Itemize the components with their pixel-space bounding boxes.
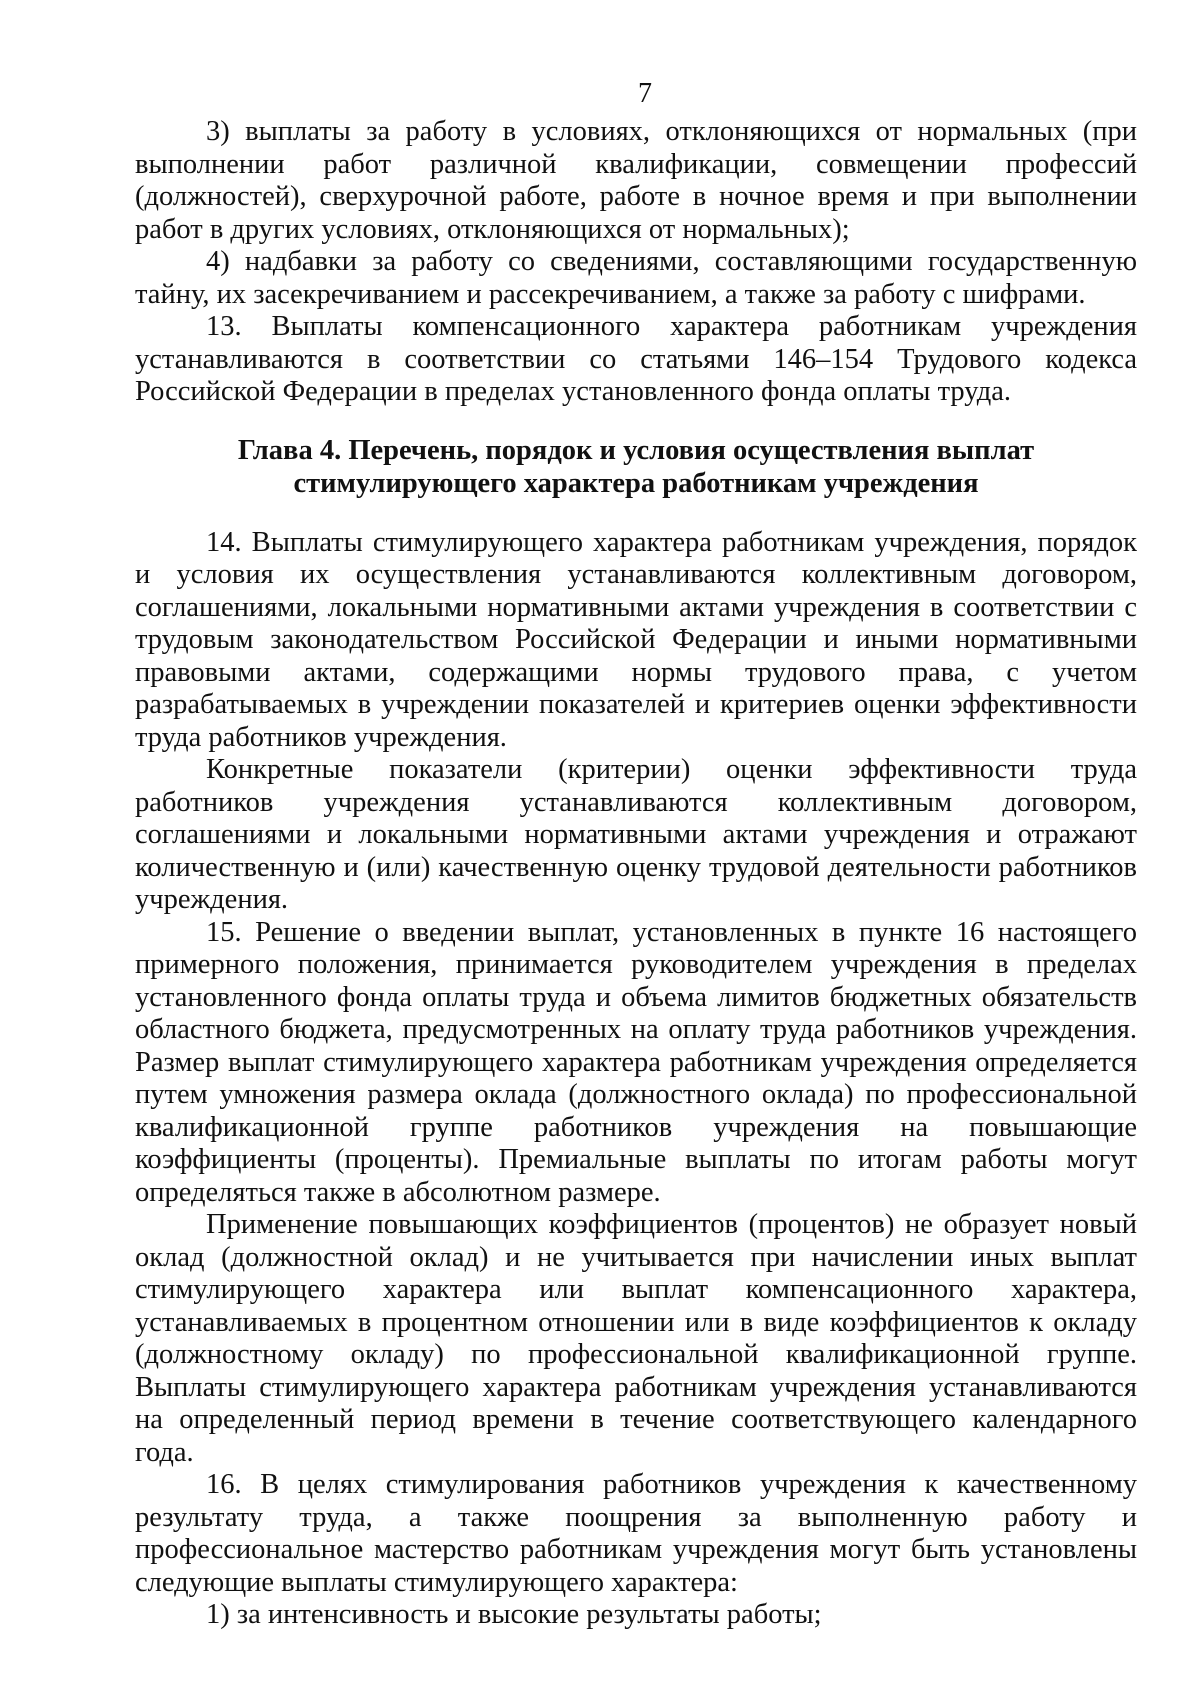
chapter-heading-line1: Глава 4. Перечень, порядок и условия осуществления выплат [237,434,1035,466]
chapter-heading-line2: стимулирующего характера работникам учреждения [293,467,979,499]
paragraph-item-4-state-secret: 4) надбавки за работу со сведениями, составляющими государственную тайну, их засекречиванием и рассекречиванием, а также за работу с шифрами. [135,246,1137,310]
paragraph-14-incentive-payments: 14. Выплаты стимулирующего характера работникам учреждения, порядок и условия их осуществления устанавливаются коллективным договором, соглашениями, локальными нормативными актами учреждения в соответствии с трудовым законодательством Российской Федерации и иными нормативными правовыми актами, содержащими нормы трудового права, с учетом разрабатываемых в учреждении показателей и критериев оценки эффективности труда работников учреждения. [135,526,1137,753]
list-item-1-intensity: 1) за интенсивность и высокие результаты работы; [206,1599,822,1630]
paragraph-coefficients: Применение повышающих коэффициентов (процентов) не образует новый оклад (должностной оклад) и не учитывается при начислении иных выплат стимулирующего характера или выплат компенсационного характера, устанавливаемых в процентном отношении или в виде коэффициентов к окладу (должностному окладу) по профессиональной квалификационной группе. Выплаты стимулирующего характера работникам учреждения устанавливаются на определенный период времени в течение соответствующего календарного года. [135,1209,1137,1468]
paragraph-16-incentive-list: 16. В целях стимулирования работников учреждения к качественному результату труда, а также поощрения за выполненную работу и профессиональное мастерство работникам учреждения могут быть установлены следующие выплаты стимулирующего характера: [135,1469,1137,1598]
paragraph-13-compensation: 13. Выплаты компенсационного характера работникам учреждения устанавливаются в соответствии со статьями 146–154 Трудового кодекса Российской Федерации в пределах установленного фонда оплаты труда. [135,311,1137,407]
document-page [135,78,1137,1632]
chapter-heading [135,434,1137,500]
paragraph-15-decision: 15. Решение о введении выплат, установленных в пункте 16 настоящего примерного положения, принимается руководителем учреждения в пределах установленного фонда оплаты труда и объема лимитов бюджетных обязательств областного бюджета, предусмотренных на оплату труда работников учреждения. Размер выплат стимулирующего характера работникам учреждения определяется путем умножения размера оклада (должностного оклада) по профессиональной квалификационной группе работников учреждения на повышающие коэффициенты (проценты). Премиальные выплаты по итогам работы могут определяться также в абсолютном размере. [135,916,1137,1208]
paragraph-item-3-overtime: 3) выплаты за работу в условиях, отклоняющихся от нормальных (при выполнении работ различной квалификации, совмещении профессий (должностей), сверхурочной работе, работе в ночное время и при выполнении работ в других условиях, отклоняющихся от нормальных); [135,116,1137,245]
page-number: 7 [638,78,652,109]
paragraph-performance-criteria: Конкретные показатели (критерии) оценки эффективности труда работников учреждения устанавливаются коллективным договором, соглашениями и локальными нормативными актами учреждения и отражают количественную и (или) качественную оценку трудовой деятельности работников учреждения. [135,754,1137,915]
